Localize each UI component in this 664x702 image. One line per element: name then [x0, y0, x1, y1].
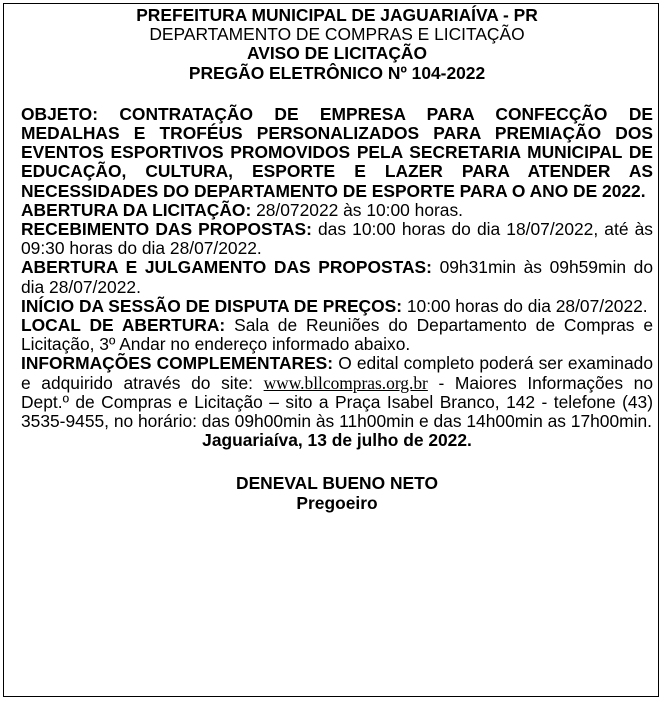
- disputa-label: INÍCIO DA SESSÃO DE DISPUTA DE PREÇOS:: [21, 295, 403, 316]
- signature-name: DENEVAL BUENO NETO: [236, 473, 438, 494]
- signature-role: Pregoeiro: [296, 492, 378, 513]
- local-label: LOCAL DE ABERTURA:: [21, 315, 226, 336]
- informacoes-value-before: O edital completo poderá ser examinado e adquirido através do site:: [21, 353, 653, 393]
- julgamento-value: 09h31min às 09h59min do dia 28/07/2022.: [21, 257, 653, 297]
- informacoes-complementares: [21, 354, 653, 431]
- informacoes-value-after: - Maiores Informações no Dept.º de Compras e Licitação – sito a Praça Isabel Branco, 142 - telefone (43) 3535-9455, no horário: das 09h00min às 11h00min e das 14h00min as 17h00min.: [21, 372, 653, 432]
- disputa-value: 10:00 horas do dia 28/07/2022.: [402, 295, 648, 316]
- header-department: DEPARTAMENTO DE COMPRAS E LICITAÇÃO: [149, 24, 525, 45]
- abertura-licitacao-label: ABERTURA DA LICITAÇÃO:: [21, 199, 252, 220]
- julgamento-propostas: [21, 258, 653, 296]
- website-link[interactable]: www.bllcompras.org.br: [263, 372, 428, 393]
- objeto-paragraph: OBJETO: CONTRATAÇÃO DE EMPRESA PARA CONFECÇÃO DE MEDALHAS E TROFÉUS PERSONALIZADOS PARA PREMIAÇÃO DOS EVENTOS ESPORTIVOS PROMOVIDOS PELA SECRETARIA MUNICIPAL DE EDUCAÇÃO, CULTURA, ESPORTE E LAZER PARA ATENDER AS NECESSIDADES DO DEPARTAMENTO DE ESPORTE PARA O ANO DE 2022.: [21, 103, 653, 201]
- header-municipality: PREFEITURA MUNICIPAL DE JAGUARIAÍVA - PR: [136, 5, 538, 25]
- sessao-disputa: [21, 297, 653, 316]
- recebimento-propostas: [21, 220, 653, 258]
- abertura-licitacao: [21, 201, 653, 220]
- recebimento-label: RECEBIMENTO DAS PROPOSTAS:: [21, 219, 312, 240]
- header-notice-title: AVISO DE LICITAÇÃO: [246, 43, 428, 64]
- recebimento-value: das 10:00 horas do dia 18/07/2022, até às 09:30 horas do dia 28/07/2022.: [21, 219, 653, 259]
- informacoes-label: INFORMAÇÕES COMPLEMENTARES:: [21, 353, 334, 374]
- local-value: Sala de Reuniões do Departamento de Compras e Licitação, 3º Andar no endereço informado abaixo.: [21, 315, 653, 355]
- notice-content: [21, 6, 653, 513]
- date-line: Jaguariaíva, 13 de julho de 2022.: [202, 430, 472, 451]
- header-auction-number: PREGÃO ELETRÔNICO Nº 104-2022: [188, 62, 486, 83]
- local-abertura: [21, 316, 653, 354]
- abertura-licitacao-value: 28/072022 às 10:00 horas.: [251, 199, 464, 220]
- julgamento-label: ABERTURA E JULGAMENTO DAS PROPOSTAS:: [21, 257, 432, 278]
